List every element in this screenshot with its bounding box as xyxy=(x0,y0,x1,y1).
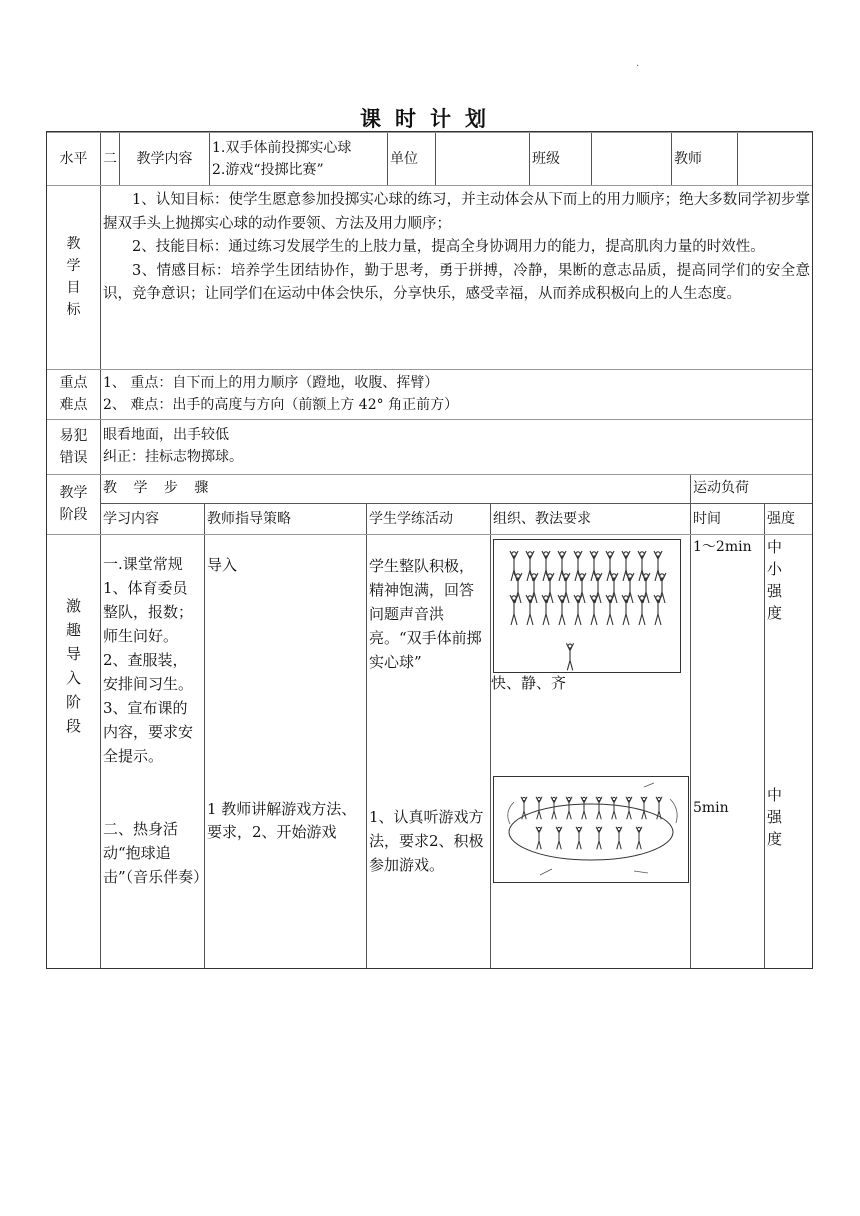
stage1-content-routine: 一.课堂常规1、体育委员整队，报数；师生问好。2、查服装，安排间习生。3、宣布课的内容，要求安全提示。 xyxy=(103,555,194,765)
teacher-value xyxy=(738,132,812,185)
errors-label-line: 易犯 xyxy=(59,427,88,444)
objectives-label-char: 学 xyxy=(66,258,81,274)
key-point: 1、 重点：自下而上的用力顺序（蹬地，收腹、挥臂） xyxy=(103,375,439,391)
error-correction: 纠正：挂标志物掷球。 xyxy=(103,449,243,465)
objective-skill: 2、技能目标：通过练习发展学生的上肢力量，提高全身协调用力的能力，提高肌肉力量的时效性。 xyxy=(132,239,765,255)
col-student-header xyxy=(367,504,491,534)
student-figure-icon xyxy=(611,797,617,820)
formation-figures xyxy=(494,540,680,672)
objectives-label-char: 目 xyxy=(66,280,81,296)
teacher-label-text: 教师 xyxy=(674,150,702,167)
difficult-point: 2、 难点：出手的高度与方向（前额上方 42° 角正前方） xyxy=(103,397,459,413)
content-value xyxy=(210,132,388,185)
col-teacher-header xyxy=(205,504,367,534)
unit-label xyxy=(388,132,436,185)
student-figure-icon xyxy=(510,551,518,581)
student-figure-icon xyxy=(636,827,642,850)
student-figure-icon xyxy=(526,595,534,625)
circle-game-figures xyxy=(494,777,688,882)
student-figure-icon xyxy=(574,595,582,625)
col-time-header xyxy=(691,504,765,534)
stage1-time-routine: 1～2min xyxy=(693,539,752,555)
content-label xyxy=(120,132,210,185)
student-figure-icon xyxy=(566,643,573,670)
stage-header-row xyxy=(47,474,812,535)
stage1-student-game: 1、认真听游戏方法，要求2、积极参加游戏。 xyxy=(369,808,484,874)
stage1-teacher-intro: 导入 xyxy=(207,556,238,574)
col-student-text: 学生学练活动 xyxy=(369,511,453,527)
stage1-label-char: 导 xyxy=(65,645,81,663)
objectives-row xyxy=(47,185,812,370)
errors-label-line: 错误 xyxy=(59,449,88,466)
col-org-header xyxy=(491,504,691,534)
student-figure-icon xyxy=(574,551,582,581)
student-figure-icon xyxy=(626,573,634,603)
col-time-text: 时间 xyxy=(693,511,721,527)
stage1-label-char: 激 xyxy=(65,597,81,615)
student-figure-icon xyxy=(542,595,550,625)
page-title: 课时计划 xyxy=(360,107,500,131)
student-figure-icon xyxy=(638,551,646,581)
student-figure-icon xyxy=(581,797,587,820)
stage-label-line: 教学 xyxy=(59,485,88,501)
stage1-teacher xyxy=(205,534,367,968)
objectives-label-char: 教 xyxy=(66,236,81,252)
stage1-label-char: 段 xyxy=(65,717,81,735)
stage1-label xyxy=(47,534,101,968)
student-figure-icon xyxy=(596,827,602,850)
class-label xyxy=(530,132,592,185)
student-figure-icon xyxy=(590,551,598,581)
header-row xyxy=(47,132,812,186)
student-figure-icon xyxy=(536,827,542,850)
unit-value xyxy=(436,132,530,185)
student-figure-icon xyxy=(566,797,572,820)
stage1-content xyxy=(101,534,209,968)
student-figure-icon xyxy=(510,595,518,625)
formation-caption: 快、静、齐 xyxy=(491,674,567,692)
student-figure-icon xyxy=(530,573,538,603)
formation-diagram xyxy=(493,539,681,673)
level-value xyxy=(101,132,120,185)
student-figure-icon xyxy=(562,573,570,603)
stage1-teacher-game: 1 教师讲解游戏方法、要求，2、开始游戏 xyxy=(207,800,357,841)
motion-arrows xyxy=(508,783,677,875)
stage1-organization xyxy=(491,534,691,968)
key-points-label-line: 重点 xyxy=(59,375,88,391)
stage1-intensity-routine: 中小强度 xyxy=(767,538,783,622)
student-figure-icon xyxy=(542,551,550,581)
student-figure-icon xyxy=(606,595,614,625)
class-value xyxy=(592,132,672,185)
student-figure-icon xyxy=(536,797,542,820)
stage1-label-char: 阶 xyxy=(65,693,81,711)
student-figure-icon xyxy=(551,797,557,820)
stage-label xyxy=(47,474,101,534)
level-value-text: 二 xyxy=(103,150,117,167)
student-figure-icon xyxy=(590,595,598,625)
error-description: 眼看地面，出手较低 xyxy=(103,427,229,443)
student-figure-icon xyxy=(546,573,554,603)
objective-affective: 3、情感目标：培养学生团结协作，勤于思考，勇于拼搏，冷静，果断的意志品质，提高同学们的安全意识，竞争意识；让同学们在运动中体会快乐，分享快乐，感受幸福，从而养成积极向上的人生态度。 xyxy=(103,262,810,302)
student-figure-icon xyxy=(558,551,566,581)
arrow-icon xyxy=(644,783,654,787)
class-label-text: 班级 xyxy=(532,150,560,167)
teacher-label xyxy=(672,132,738,185)
stage1-intensity-warmup: 中强度 xyxy=(767,786,783,848)
student-figure-icon xyxy=(638,595,646,625)
student-figure-icon xyxy=(514,573,522,603)
stage1-time-warmup: 5min xyxy=(693,800,729,816)
student-figure-icon xyxy=(594,573,602,603)
key-points-row xyxy=(47,369,812,420)
unit-label-text: 单位 xyxy=(390,150,418,167)
stage1-row xyxy=(47,534,812,968)
content-label-text: 教学内容 xyxy=(136,150,193,167)
col-intensity-text: 强度 xyxy=(767,511,795,527)
arrow-icon xyxy=(634,871,648,873)
student-figure-icon xyxy=(578,573,586,603)
objectives-content xyxy=(101,185,812,369)
student-figure-icon xyxy=(558,595,566,625)
stage-label-line: 阶段 xyxy=(59,507,88,523)
content-line-2: 2.游戏“投掷比赛” xyxy=(212,162,324,178)
steps-header: 教 学 步 骤 xyxy=(101,474,691,504)
student-figure-icon xyxy=(576,827,582,850)
errors-row xyxy=(47,419,812,475)
col-content-text: 学习内容 xyxy=(103,511,159,527)
key-points-label xyxy=(47,369,101,419)
stage1-intensity xyxy=(765,534,812,968)
student-figure-icon xyxy=(654,551,662,581)
student-figure-icon xyxy=(622,551,630,581)
objective-cognitive: 1、认知目标：使学生愿意参加投掷实心球的练习，并主动体会从下而上的用力顺序；绝大多数同学初步掌握双手头上抛掷实心球的动作要领、方法及用力顺序； xyxy=(103,192,810,232)
col-teacher-text: 教师指导策略 xyxy=(207,511,291,527)
key-points-content xyxy=(101,369,812,419)
level-label-text: 水平 xyxy=(59,150,88,167)
stage1-student-routine: 学生整队积极，精神饱满，回答问题声音洪亮。“双手体前掷实心球” xyxy=(369,557,482,671)
circle-track xyxy=(509,804,673,860)
student-figure-icon xyxy=(641,797,647,820)
student-figure-icon xyxy=(606,551,614,581)
load-header: 运动负荷 xyxy=(691,474,812,504)
col-org-text: 组织、教法要求 xyxy=(493,511,591,527)
circle-game-diagram xyxy=(493,776,689,883)
content-line-1: 1.双手体前投掷实心球 xyxy=(212,140,352,156)
col-intensity-header xyxy=(765,504,812,534)
student-figure-icon xyxy=(616,827,622,850)
student-figure-icon xyxy=(642,573,650,603)
objectives-label xyxy=(47,185,101,369)
objectives-label-char: 标 xyxy=(66,302,81,318)
level-label xyxy=(47,132,101,185)
col-content-header xyxy=(101,504,205,534)
stage1-label-char: 趣 xyxy=(65,621,81,639)
lesson-plan-table xyxy=(46,131,813,969)
key-points-label-line: 难点 xyxy=(59,397,88,413)
arrow-icon xyxy=(540,869,552,875)
student-figure-icon xyxy=(526,551,534,581)
student-figure-icon xyxy=(654,595,662,625)
errors-label xyxy=(47,419,101,474)
student-figure-icon xyxy=(556,827,562,850)
arrow-icon xyxy=(670,799,677,823)
stage1-student xyxy=(367,534,491,968)
student-figure-icon xyxy=(622,595,630,625)
student-figure-icon xyxy=(610,573,618,603)
stage1-content-warmup: 二、热身活动“抱球追击”（音乐伴奏） xyxy=(103,820,209,886)
student-figure-icon xyxy=(596,797,602,820)
arrow-icon xyxy=(508,802,514,824)
student-figure-icon xyxy=(658,573,666,603)
stage1-label-char: 入 xyxy=(65,669,81,687)
errors-content xyxy=(101,419,812,474)
stage1-time xyxy=(691,534,765,968)
corner-dot: . xyxy=(636,58,640,69)
